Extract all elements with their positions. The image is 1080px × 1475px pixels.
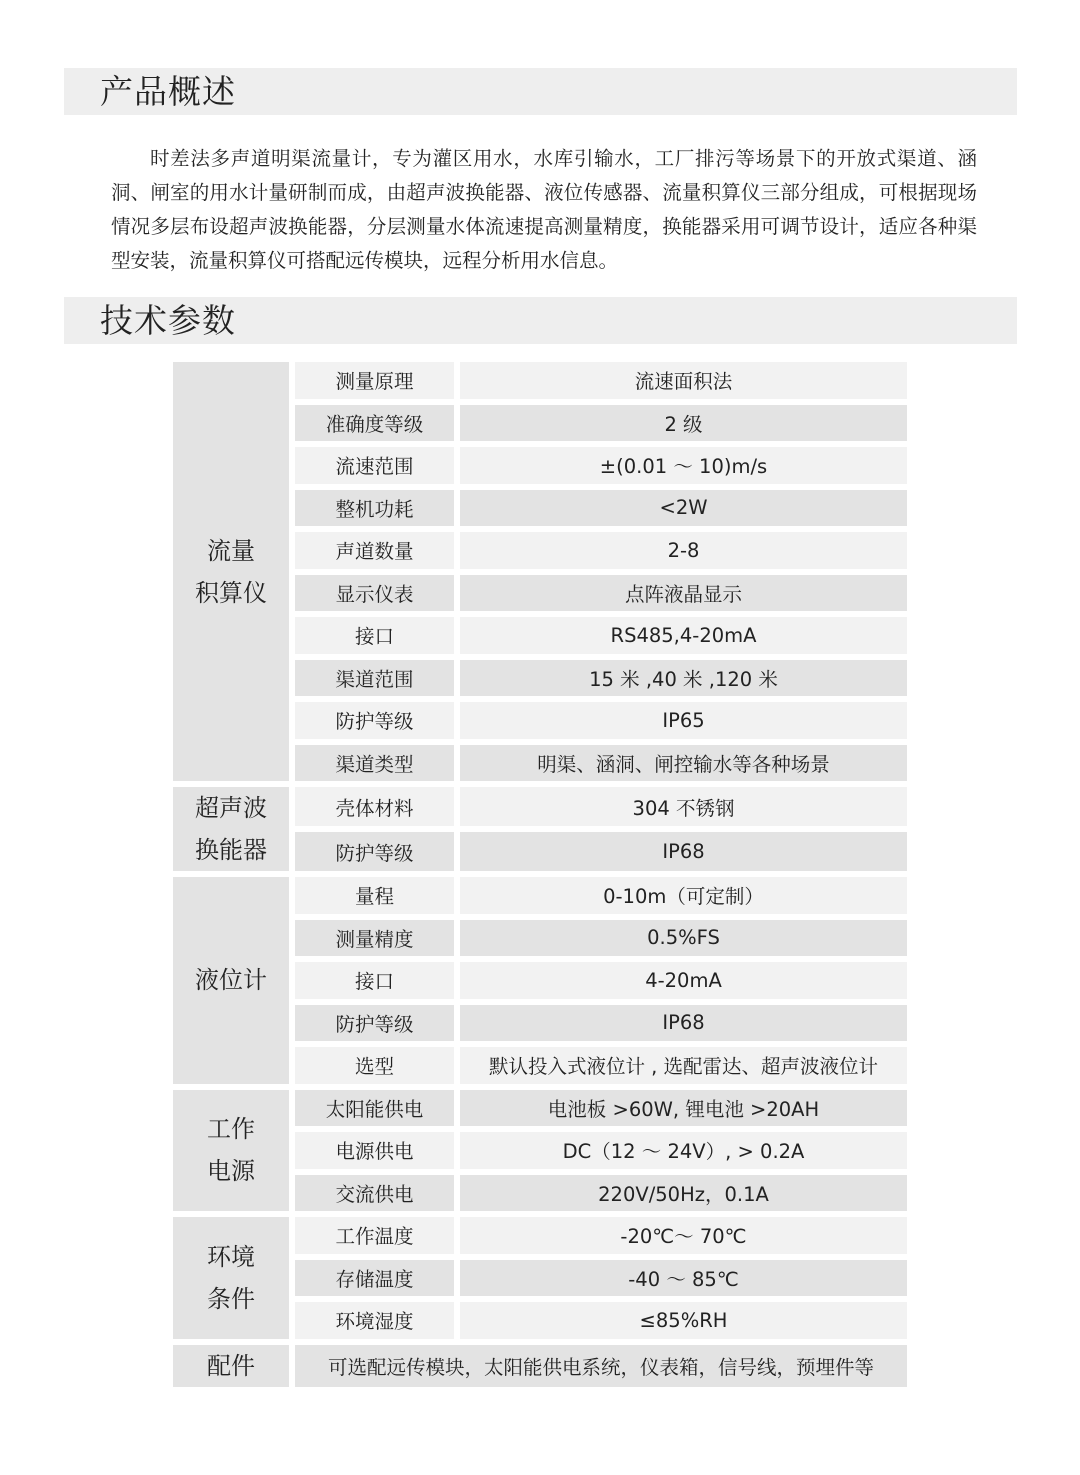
param-value: 4-20mA <box>460 962 907 999</box>
param-key: 声道数量 <box>295 532 454 569</box>
param-key: 电源供电 <box>295 1132 454 1169</box>
category-label: 工作 <box>207 1115 255 1144</box>
category-transducer <box>173 787 289 871</box>
param-value: 明渠、涵洞、闸控输水等各种场景 <box>460 745 907 782</box>
category-label: 积算仪 <box>195 578 267 607</box>
category-accessories <box>173 1345 289 1387</box>
specs-header <box>64 297 1017 344</box>
param-key: 太阳能供电 <box>295 1090 454 1127</box>
category-label: 条件 <box>207 1284 255 1313</box>
param-value: 默认投入式液位计 , 选配雷达、超声波液位计 <box>460 1047 907 1084</box>
category-environment <box>173 1217 289 1339</box>
category-flow-integrator <box>173 362 289 781</box>
param-value: IP68 <box>460 1005 907 1042</box>
param-value: 流速面积法 <box>460 362 907 399</box>
param-key: 渠道范围 <box>295 660 454 697</box>
overview-paragraph: 时差法多声道明渠流量计，专为灌区用水，水库引输水，工厂排污等场景下的开放式渠道、涵洞、闸室的用水计量研制而成，由超声波换能器、液位传感器、流量积算仪三部分组成，可根据现场情况多层布设超声波换能器，分层测量水体流速提高测量精度，换能器采用可调节设计，适应各种渠型安装，流量积算仪可搭配远传模块，远程分析用水信息。 <box>111 147 977 272</box>
param-value: <2W <box>460 490 907 527</box>
param-key: 防护等级 <box>295 832 454 871</box>
param-value: 0.5%FS <box>460 920 907 957</box>
table-row <box>173 1217 907 1254</box>
table-row <box>173 362 907 399</box>
table-row <box>173 787 907 826</box>
category-label: 液位计 <box>195 966 267 995</box>
param-value: 220V/50Hz，0.1A <box>460 1175 907 1212</box>
spec-table <box>167 356 913 1393</box>
param-key: 测量原理 <box>295 362 454 399</box>
param-key: 整机功耗 <box>295 490 454 527</box>
category-label: 配件 <box>207 1351 255 1380</box>
param-key: 防护等级 <box>295 1005 454 1042</box>
param-key: 显示仪表 <box>295 575 454 612</box>
category-level-meter <box>173 877 289 1084</box>
param-key: 存储温度 <box>295 1260 454 1297</box>
accessories-value: 可选配远传模块，太阳能供电系统，仪表箱，信号线，预埋件等 <box>295 1345 907 1387</box>
overview-text <box>111 142 977 278</box>
category-power <box>173 1090 289 1212</box>
table-row <box>173 1345 907 1387</box>
param-value: 304 不锈钢 <box>460 787 907 826</box>
param-value: 点阵液晶显示 <box>460 575 907 612</box>
overview-header <box>64 68 1017 115</box>
param-key: 接口 <box>295 962 454 999</box>
table-row <box>173 877 907 914</box>
param-value: 2-8 <box>460 532 907 569</box>
param-key: 准确度等级 <box>295 405 454 442</box>
category-label: 电源 <box>207 1157 255 1186</box>
param-key: 流速范围 <box>295 447 454 484</box>
param-key: 量程 <box>295 877 454 914</box>
param-key: 测量精度 <box>295 920 454 957</box>
param-key: 工作温度 <box>295 1217 454 1254</box>
param-value: 15 米 ,40 米 ,120 米 <box>460 660 907 697</box>
specs-title: 技术参数 <box>100 301 236 340</box>
param-value: DC（12 ～ 24V）, > 0.2A <box>460 1132 907 1169</box>
param-value: IP68 <box>460 832 907 871</box>
param-key: 选型 <box>295 1047 454 1084</box>
param-value: RS485,4-20mA <box>460 617 907 654</box>
param-key: 交流供电 <box>295 1175 454 1212</box>
param-key: 防护等级 <box>295 702 454 739</box>
param-value: IP65 <box>460 702 907 739</box>
overview-title: 产品概述 <box>100 72 236 111</box>
param-key: 接口 <box>295 617 454 654</box>
param-key: 壳体材料 <box>295 787 454 826</box>
param-key: 环境湿度 <box>295 1302 454 1339</box>
param-value: -20℃～ 70℃ <box>460 1217 907 1254</box>
param-value: ±(0.01 ～ 10)m/s <box>460 447 907 484</box>
param-value: 电池板 >60W, 锂电池 >20AH <box>460 1090 907 1127</box>
param-value: 0-10m（可定制） <box>460 877 907 914</box>
param-value: -40 ～ 85℃ <box>460 1260 907 1297</box>
category-label: 超声波 <box>195 794 267 822</box>
param-key: 渠道类型 <box>295 745 454 782</box>
category-label: 换能器 <box>195 836 267 864</box>
category-label: 流量 <box>207 536 255 565</box>
table-row <box>173 1090 907 1127</box>
category-label: 环境 <box>207 1242 255 1271</box>
param-value: 2 级 <box>460 405 907 442</box>
param-value: ≤85%RH <box>460 1302 907 1339</box>
